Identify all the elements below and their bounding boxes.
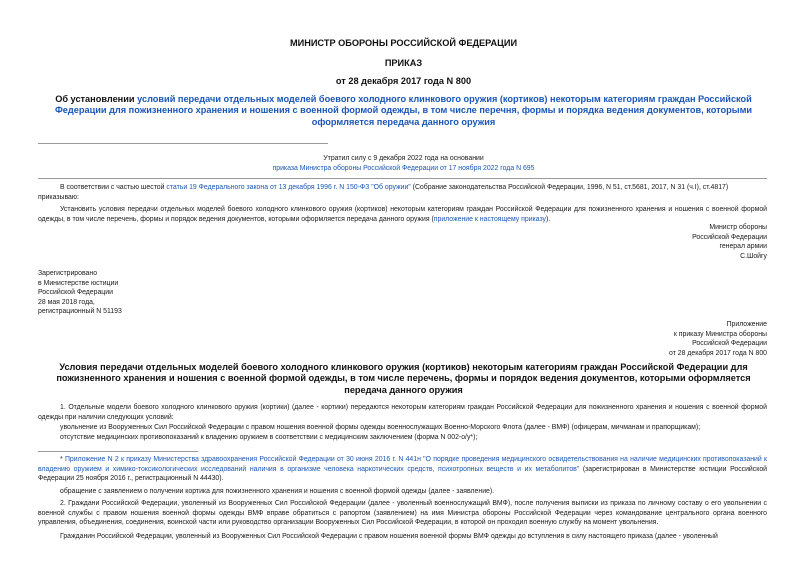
order-paragraph <box>38 205 767 224</box>
ministry-heading: МИНИСТР ОБОРОНЫ РОССИЙСКОЙ ФЕДЕРАЦИИ <box>289 38 518 48</box>
appendix-line: к приказу Министра обороны <box>673 330 767 338</box>
clause-1: 1. Отдельные модели боевого холодного клинкового оружия (кортики) (далее - кортики) передаются некоторым категориям граждан Российской Федерации для пожизненного хранения и ношения с военной формой одежды при наличии следующих условий: <box>38 404 767 421</box>
clause-condition: увольнение из Вооруженных Сил Российской Федерации с правом ношения военной формы одежды военнослужащих Военно-Морского Флота (далее - ВМФ) (офицерам, мичманам и прапорщикам); <box>60 424 701 431</box>
appendix-block <box>467 320 767 358</box>
repeal-order-link[interactable]: приказа Министра обороны Российской Федерации от 17 ноября 2022 года N 695 <box>272 165 535 172</box>
registration-line: Российской Федерации <box>38 289 113 297</box>
doc-title-prefix: Об установлении <box>55 94 138 104</box>
footnote-text: (зарегистрирован в Министерстве юстиции Российской Федерации 25 ноября 2016 г., регистрационный N 44430). <box>38 465 768 483</box>
footnote-link[interactable]: Приложение N 2 к приказу Министерства здравоохранения Российской Федерации от 30 июня 2016 г. N 441н "О порядке проведения медицинского освидетельствования на наличие медицинских противопоказаний к владению оружием и химико-токсикологических исследований наличия в организме человека наркотических средств, психотропных веществ и их метаболитов" <box>38 456 767 473</box>
signature-line: Министр обороны <box>709 224 767 231</box>
appendix-line: Российской Федерации <box>692 340 767 348</box>
appendix-line: от 28 декабря 2017 года N 800 <box>669 349 767 357</box>
clause-condition: отсутствие медицинских противопоказаний к владению оружием в соответствии с медицинским заключением (форма N 002-о/у*); <box>60 434 478 441</box>
registration-line: регистрационный N 51193 <box>38 308 122 316</box>
order-text: Установить условия передачи отдельных моделей боевого холодного клинкового оружия (кортиков) некоторым категориям граждан Российской Федерации для пожизненного хранения и ношения с военной формой одежды, в том числе перечень, формы и порядок ведения документов, которыми оформляется передача данного оружия ( <box>38 206 767 223</box>
footnote-separator <box>38 451 198 452</box>
order-text-end: ). <box>546 215 551 223</box>
doc-date-number: от 28 декабря 2017 года N 800 <box>335 76 472 86</box>
signature-block <box>467 223 767 261</box>
registration-line: 28 мая 2018 года, <box>38 298 95 306</box>
signature-line: генерал армии <box>719 243 767 251</box>
separator-line <box>38 178 767 179</box>
clause-condition: обращение с заявлением о получении кортика для пожизненного хранения и ношения с военной формой одежды (далее - заявление). <box>60 488 495 495</box>
appendix-title: Условия передачи отдельных моделей боевого холодного клинкового оружия (кортиков) некоторым категориям граждан Российской Федерации для пожизненного хранения и ношения с военной формой одежды, в том числе перечень, формы и порядок ведения документов, которыми оформляется передача данного оружия <box>56 362 751 395</box>
clause-2-continued: Гражданин Российской Федерации, уволенный из Вооруженных Сил Российской Федерации с правом ношения военной формы ВМФ одежды до вступления в силу настоящего приказа (далее - уволенный <box>60 533 718 540</box>
separator-line <box>38 143 328 144</box>
registration-block <box>38 269 288 317</box>
doc-title-link[interactable]: условий передачи отдельных моделей боевого холодного клинкового оружия (кортиков) некоторым категориям граждан Российской Федерации для пожизненного хранения и ношения с военной формой одежды, в том числе перечня, формы и порядка ведения документов, которыми оформляется передача данного оружия <box>54 94 753 127</box>
preamble-paragraph <box>38 183 767 193</box>
preamble-text: В соответствии с частью шестой <box>60 184 167 191</box>
law-article-link[interactable]: статьи 19 Федерального закона от 13 декабря 1996 г. N 150-ФЗ "Об оружии" <box>166 184 411 191</box>
appendix-line: Приложение <box>726 321 767 328</box>
registration-line: в Министерстве юстиции <box>38 279 119 287</box>
repeal-note: Утратил силу с 9 декабря 2022 года на основании <box>323 155 484 162</box>
registration-line: Зарегистрировано <box>38 270 98 277</box>
clause-2: 2. Граждани Российской Федерации, уволенный из Вооруженных Сил Российской Федерации (далее - уволенный военнослужащий ВМФ), после получения выписки из приказа по личному составу о его увольнении с военной службы с правом ношения военной формы одежды ВМФ вправе обратиться с рапортом (заявлением) на имя Министра обороны Российской Федерации через командование центрального органа военного управления, объединения, соединения, воинской части или руководство организации Вооруженных Сил Российской Федерации, в которой он проходил военную службу на момент увольнения. <box>38 500 767 527</box>
appendix-link[interactable]: приложение к настоящему приказу <box>433 215 546 223</box>
signature-line: Российской Федерации <box>692 233 767 241</box>
doc-type-heading: ПРИКАЗ <box>384 58 423 68</box>
signature-line: С.Шойгу <box>740 252 767 260</box>
order-word: приказываю: <box>38 194 79 201</box>
footnote <box>38 455 767 484</box>
doc-title <box>40 94 767 128</box>
preamble-text-after: (Собрание законодательства Российской Федерации, 1996, N 51, ст.5681, 2017, N 31 (ч.I), ст.4817) <box>410 184 729 191</box>
footnote-mark: * <box>60 456 65 463</box>
